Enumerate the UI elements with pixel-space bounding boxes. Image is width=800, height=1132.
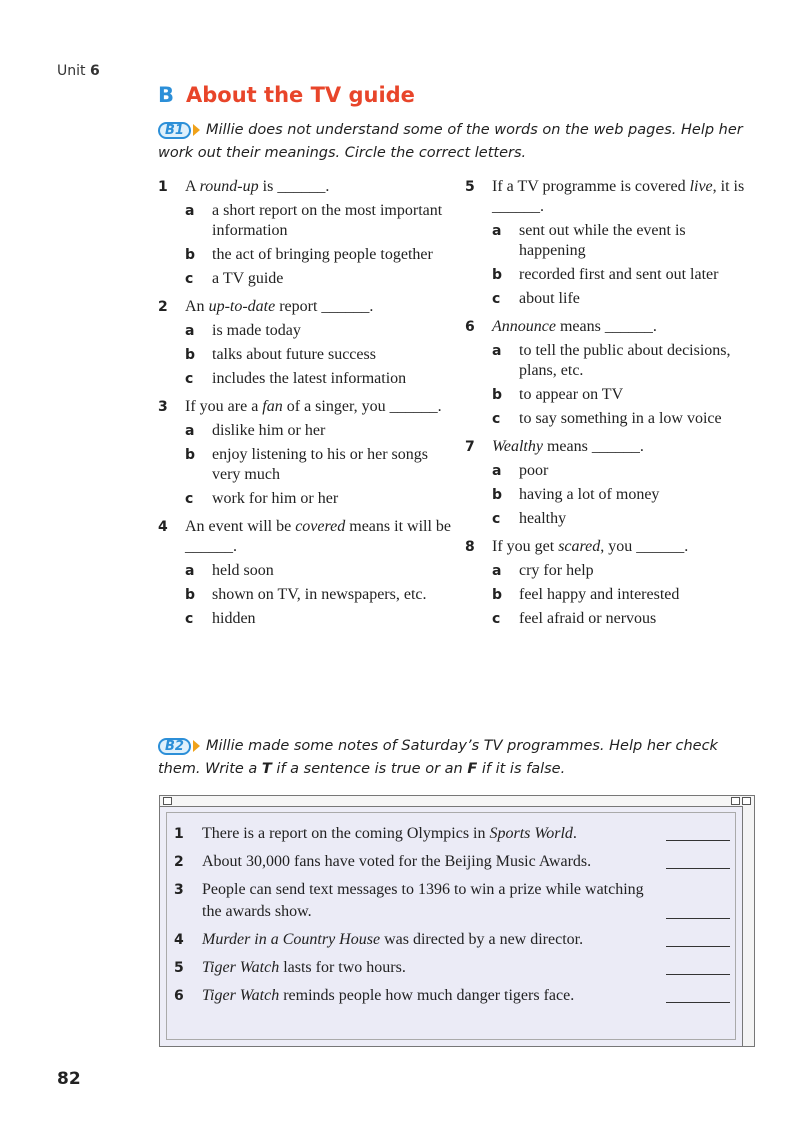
option-letter[interactable]: c <box>185 491 194 507</box>
statement-row <box>174 879 730 923</box>
option-letter[interactable]: a <box>185 563 195 579</box>
statement-number: 6 <box>174 988 184 1004</box>
b2-true-letter: T <box>261 761 272 777</box>
answer-blank[interactable] <box>666 1002 730 1003</box>
question-number: 6 <box>465 319 475 335</box>
answer-option[interactable] <box>185 245 456 265</box>
question-stem <box>492 317 755 337</box>
play-arrow-icon <box>193 740 200 752</box>
question-number: 1 <box>158 179 168 195</box>
question-stem-post: of a singer, you ______. <box>282 398 442 415</box>
question-keyword: live <box>689 178 713 195</box>
question-item <box>158 517 456 629</box>
section-title-text: About the TV guide <box>186 83 415 107</box>
option-text: the act of bringing people together <box>212 246 433 263</box>
answer-option[interactable] <box>492 485 755 505</box>
option-text: dislike him or her <box>212 422 326 439</box>
answer-option[interactable] <box>492 409 755 429</box>
statement-title: Murder in a Country House <box>202 931 381 948</box>
answer-option[interactable] <box>492 385 755 405</box>
question-keyword: scared <box>558 538 601 555</box>
option-letter[interactable]: b <box>185 587 196 603</box>
statement-text-post: lasts for two hours. <box>279 959 406 976</box>
option-letter[interactable]: b <box>185 347 196 363</box>
option-text: poor <box>519 462 549 479</box>
statement-number: 2 <box>174 854 184 870</box>
question-number: 8 <box>465 539 475 555</box>
b2-instruction-text-1: Millie made some notes of Saturday’s TV programmes. Help her check them. Write a <box>158 738 718 777</box>
option-letter[interactable]: b <box>492 587 503 603</box>
true-false-list <box>174 823 730 1013</box>
question-stem-post: is ______. <box>258 178 330 195</box>
question-stem <box>185 297 456 317</box>
option-letter[interactable]: a <box>492 223 502 239</box>
option-text: to say something in a low voice <box>519 410 722 427</box>
unit-number: 6 <box>89 63 100 79</box>
window-collapse-icon[interactable] <box>742 797 751 805</box>
answer-blank[interactable] <box>666 946 730 947</box>
option-text: recorded first and sent out later <box>519 266 719 283</box>
question-number: 5 <box>465 179 475 195</box>
answer-option[interactable] <box>492 341 755 381</box>
option-text: feel afraid or nervous <box>519 610 657 627</box>
question-keyword: Announce <box>492 318 556 335</box>
answer-option[interactable] <box>185 609 456 629</box>
question-keyword: round-up <box>199 178 259 195</box>
answer-blank[interactable] <box>666 840 730 841</box>
window-scrollbar[interactable] <box>742 806 754 1046</box>
question-stem-post: means it will be ______. <box>185 518 452 555</box>
question-number: 2 <box>158 299 168 315</box>
question-keyword: covered <box>295 518 346 535</box>
question-item <box>158 177 456 289</box>
statement-row <box>174 985 730 1007</box>
question-item <box>465 537 755 629</box>
option-letter[interactable]: c <box>492 511 501 527</box>
window-zoom-icon[interactable] <box>731 797 740 805</box>
answer-blank[interactable] <box>666 868 730 869</box>
answer-option[interactable] <box>492 221 755 261</box>
question-item <box>158 397 456 509</box>
option-text: includes the latest information <box>212 370 407 387</box>
question-stem <box>492 537 755 557</box>
option-text: shown on TV, in newspapers, etc. <box>212 586 427 603</box>
option-text: having a lot of money <box>519 486 660 503</box>
question-stem-pre: If you get <box>492 538 559 555</box>
question-number: 4 <box>158 519 168 535</box>
option-letter[interactable]: c <box>185 371 194 387</box>
b2-badge <box>158 738 200 755</box>
option-letter[interactable]: c <box>185 271 194 287</box>
option-letter[interactable]: a <box>185 203 195 219</box>
b2-instruction <box>158 735 758 781</box>
option-letter[interactable]: b <box>492 487 503 503</box>
answer-option[interactable] <box>185 201 456 241</box>
question-item <box>465 177 755 309</box>
option-letter[interactable]: b <box>492 267 503 283</box>
option-text: a short report on the most important information <box>212 202 443 239</box>
answer-blank[interactable] <box>666 918 730 919</box>
answer-option[interactable] <box>185 321 456 341</box>
statement-number: 1 <box>174 826 184 842</box>
window-title-bar[interactable] <box>160 796 754 807</box>
b1-instruction <box>158 119 758 165</box>
statement-number: 4 <box>174 932 184 948</box>
statement-text-post: . <box>572 825 577 842</box>
question-stem-pre: If a TV programme is covered <box>492 178 690 195</box>
question-stem-post: means ______. <box>555 318 657 335</box>
question-stem-post: means ______. <box>542 438 644 455</box>
statement-title: Sports World <box>489 825 573 842</box>
answer-option[interactable] <box>492 609 755 629</box>
option-text: healthy <box>519 510 567 527</box>
unit-label <box>57 63 100 79</box>
answer-option[interactable] <box>492 585 755 605</box>
option-text: a TV guide <box>212 270 284 287</box>
question-stem-post: , you ______. <box>600 538 689 555</box>
statement-text-pre: People can send text messages to 1396 to win a prize while watching the awards show. <box>202 881 644 920</box>
option-text: enjoy listening to his or her songs very much <box>212 446 428 483</box>
unit-label-text: Unit <box>57 63 86 79</box>
option-letter[interactable]: a <box>492 563 502 579</box>
answer-option[interactable] <box>185 421 456 441</box>
option-text: to tell the public about decisions, plans, etc. <box>519 342 731 379</box>
option-text: feel happy and interested <box>519 586 680 603</box>
statement-number: 5 <box>174 960 184 976</box>
window-close-icon[interactable] <box>163 797 172 805</box>
b1-badge <box>158 122 200 139</box>
answer-option[interactable] <box>185 345 456 365</box>
b1-instruction-text: Millie does not understand some of the words on the web pages. Help her work out their meanings. Circle the correct letters. <box>158 122 743 161</box>
question-stem <box>185 397 456 417</box>
b1-badge-label: B1 <box>158 122 191 139</box>
statement-row <box>174 929 730 951</box>
question-number: 7 <box>465 439 475 455</box>
statement-text-pre: About 30,000 fans have voted for the Beijing Music Awards. <box>202 853 592 870</box>
option-letter[interactable]: a <box>185 323 195 339</box>
question-keyword: fan <box>262 398 283 415</box>
option-text: about life <box>519 290 580 307</box>
statement-number: 3 <box>174 882 184 898</box>
option-letter[interactable]: a <box>492 343 502 359</box>
option-text: work for him or her <box>212 490 339 507</box>
option-letter[interactable]: c <box>492 411 501 427</box>
question-stem <box>185 517 456 557</box>
option-text: cry for help <box>519 562 594 579</box>
questions-right-column <box>465 177 755 637</box>
b2-false-letter: F <box>467 761 478 777</box>
option-text: hidden <box>212 610 256 627</box>
b2-badge-label: B2 <box>158 738 191 755</box>
answer-option[interactable] <box>492 509 755 529</box>
question-stem-pre: If you are a <box>185 398 263 415</box>
answer-option[interactable] <box>492 561 755 581</box>
play-arrow-icon <box>193 124 200 136</box>
statement-row <box>174 851 730 873</box>
answer-option[interactable] <box>185 561 456 581</box>
section-letter: B <box>158 83 175 107</box>
question-stem <box>185 177 456 197</box>
question-stem-pre: A <box>185 178 200 195</box>
option-text: is made today <box>212 322 301 339</box>
option-letter[interactable]: b <box>492 387 503 403</box>
answer-option[interactable] <box>185 489 456 509</box>
option-text: to appear on TV <box>519 386 624 403</box>
statement-text-post: was directed by a new director. <box>380 931 584 948</box>
section-title <box>158 83 415 107</box>
option-text: talks about future success <box>212 346 376 363</box>
statement-text-post: reminds people how much danger tigers face. <box>279 987 575 1004</box>
page-number: 82 <box>57 1069 81 1089</box>
option-letter[interactable]: c <box>492 611 501 627</box>
question-item <box>465 437 755 529</box>
question-stem <box>492 177 755 217</box>
answer-option[interactable] <box>185 445 456 485</box>
statement-title: Tiger Watch <box>202 959 280 976</box>
option-letter[interactable]: c <box>492 291 501 307</box>
answer-option[interactable] <box>185 269 456 289</box>
b2-instruction-text-2: if a sentence is true or an <box>271 761 468 777</box>
question-keyword: up-to-date <box>208 298 276 315</box>
option-letter[interactable]: b <box>185 447 196 463</box>
question-stem-post: report ______. <box>275 298 374 315</box>
question-stem-pre: An <box>185 298 209 315</box>
question-keyword: Wealthy <box>492 438 543 455</box>
b2-instruction-text-3: if it is false. <box>477 761 566 777</box>
option-text: held soon <box>212 562 274 579</box>
answer-option[interactable] <box>492 461 755 481</box>
statement-row <box>174 957 730 979</box>
option-letter[interactable]: a <box>185 423 195 439</box>
question-number: 3 <box>158 399 168 415</box>
question-item <box>465 317 755 429</box>
option-text: sent out while the event is happening <box>519 222 686 259</box>
answer-option[interactable] <box>185 369 456 389</box>
answer-option[interactable] <box>492 265 755 285</box>
answer-option[interactable] <box>185 585 456 605</box>
statement-text-pre: There is a report on the coming Olympics in <box>202 825 490 842</box>
option-letter[interactable]: a <box>492 463 502 479</box>
questions-left-column <box>158 177 456 637</box>
question-stem <box>492 437 755 457</box>
question-stem-post: , it is ______. <box>492 178 745 215</box>
answer-blank[interactable] <box>666 974 730 975</box>
question-item <box>158 297 456 389</box>
option-letter[interactable]: b <box>185 247 196 263</box>
option-letter[interactable]: c <box>185 611 194 627</box>
statement-row <box>174 823 730 845</box>
question-stem-pre: An event will be <box>185 518 296 535</box>
statement-title: Tiger Watch <box>202 987 280 1004</box>
answer-option[interactable] <box>492 289 755 309</box>
